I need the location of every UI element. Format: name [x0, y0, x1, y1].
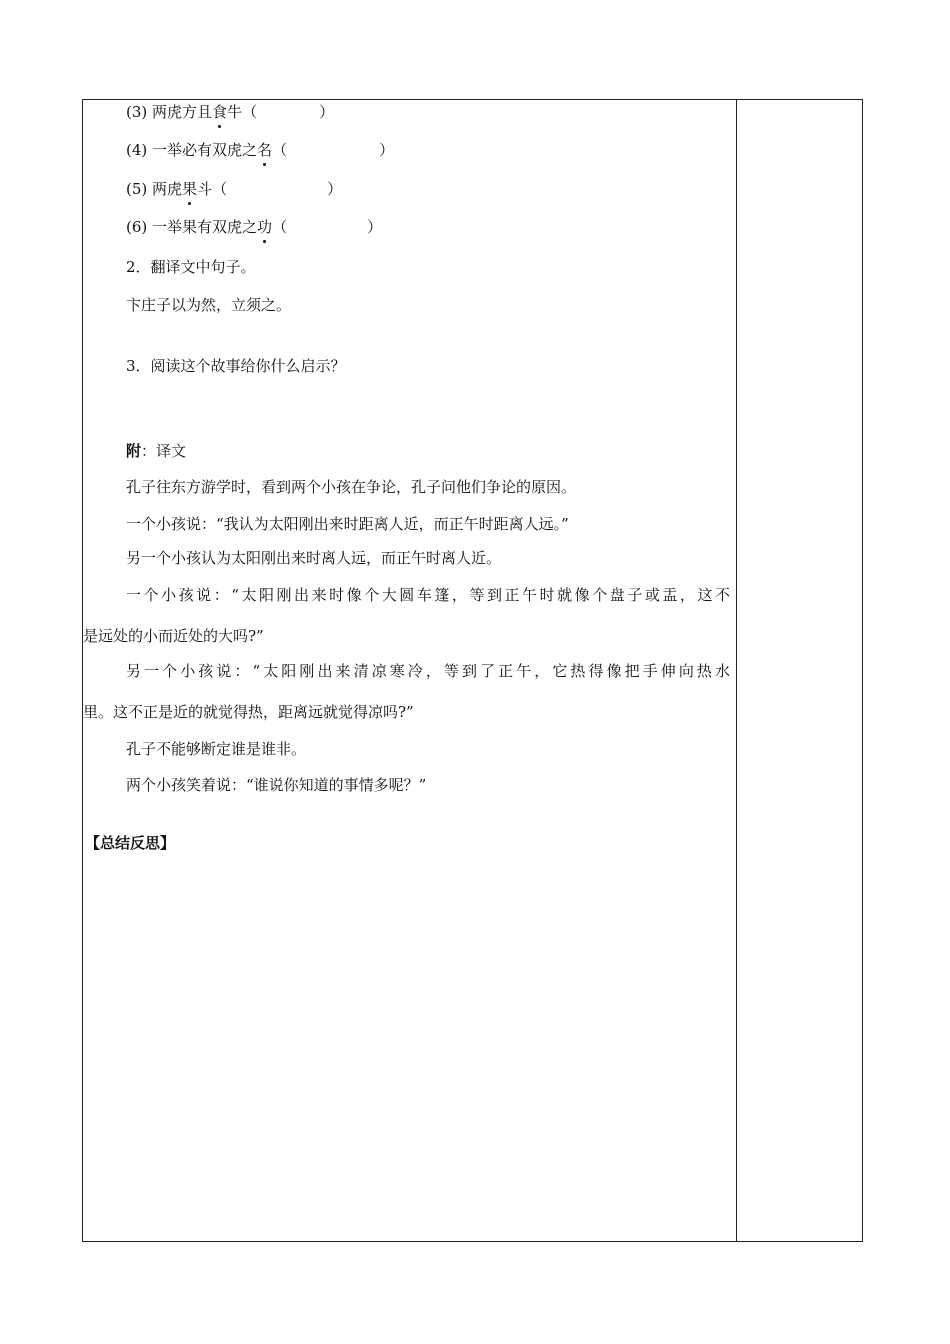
- translation-line: 两个小孩笑着说：“谁说你知道的事情多呢？”: [126, 776, 427, 794]
- translation-line: 另一个小孩说：“太阳刚出来清凉寒冷，等到了正午，它热得像把手伸向热水: [126, 662, 730, 680]
- translation-line: 孔子往东方游学时，看到两个小孩在争论，孔子问他们争论的原因。: [126, 478, 577, 496]
- translation-line: 孔子不能够断定谁是谁非。: [126, 740, 307, 758]
- question-3: 3．阅读这个故事给你什么启示？: [126, 357, 346, 375]
- summary-heading: 【总结反思】: [85, 834, 176, 852]
- item-5: (5) 两虎果斗（ ）: [126, 180, 343, 198]
- emphasis-char: 功: [257, 218, 273, 236]
- emphasis-char: 果: [182, 180, 198, 198]
- translation-line: 是远处的小而近处的大吗?”: [83, 627, 264, 645]
- translation-line: 另一个小孩认为太阳刚出来时离人远，而正午时离人近。: [126, 549, 502, 567]
- column-divider: [736, 100, 737, 1241]
- appendix-label: 附: [126, 442, 142, 460]
- item-3: (3) 两虎方且食牛（ ）: [126, 103, 335, 121]
- item-6: (6) 一举果有双虎之功（ ）: [126, 218, 383, 236]
- item-4: (4) 一举必有双虎之名（ ）: [126, 141, 395, 159]
- appendix-title: 附：译文: [126, 442, 187, 460]
- translation-line: 一个小孩说：“我认为太阳刚出来时距离人近，而正午时距离人远。”: [126, 515, 569, 533]
- question-2-sentence: 卞庄子以为然，立须之。: [126, 296, 292, 314]
- worksheet-table: [82, 99, 863, 1242]
- translation-line: 一个小孩说：“太阳刚出来时像个大圆车篷，等到正午时就像个盘子或盂，这不: [126, 586, 730, 604]
- emphasis-char: 名: [257, 141, 273, 159]
- translation-line: 里。这不正是近的就觉得热，距离远就觉得凉吗?”: [83, 703, 414, 721]
- question-2: 2．翻译文中句子。: [126, 258, 256, 276]
- emphasis-char: 食: [212, 103, 228, 121]
